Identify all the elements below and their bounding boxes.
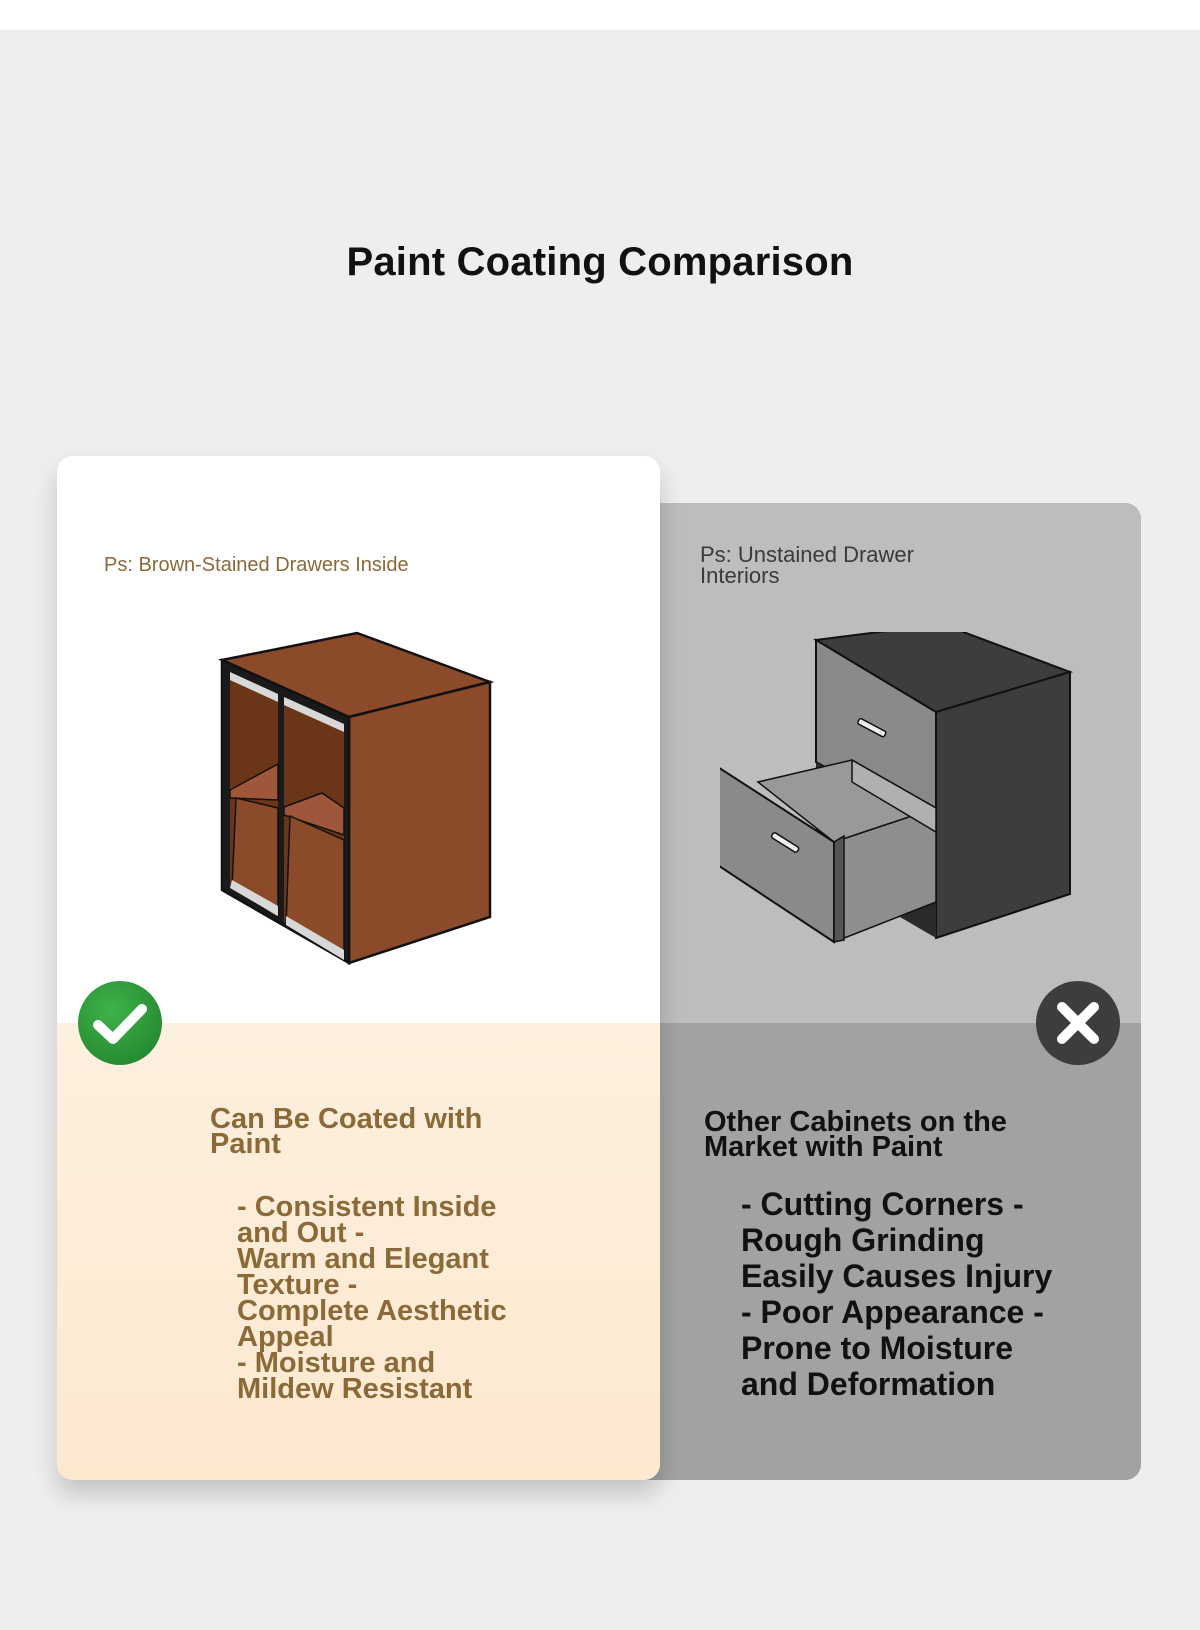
list-item: - Consistent Inside and Out - (237, 1191, 497, 1249)
list-item: - Poor Appearance - (741, 1294, 1044, 1330)
list-item: Easily Causes Injury (741, 1258, 1053, 1294)
list-item: Complete Aesthetic Appeal (237, 1295, 507, 1353)
list-item: - Cutting Corners - (741, 1186, 1024, 1222)
grey-cabinet-illustration (720, 632, 1080, 972)
left-points (237, 1191, 517, 1405)
right-heading: Other Cabinets on the Market with Paint (704, 1106, 1007, 1163)
list-item: Rough Grinding (741, 1222, 985, 1258)
right-points (741, 1186, 1071, 1402)
list-item: - Moisture and Mildew Resistant (237, 1347, 473, 1405)
left-caption: Ps: Brown-Stained Drawers Inside (104, 554, 409, 576)
top-strip (0, 0, 1200, 30)
cross-icon (1036, 981, 1120, 1065)
list-item: Prone to Moisture and Deformation (741, 1330, 1014, 1402)
brown-cabinet-illustration (210, 630, 500, 970)
list-item: Warm and Elegant Texture - (237, 1243, 489, 1301)
right-caption: Ps: Unstained Drawer Interiors (700, 542, 914, 588)
left-heading: Can Be Coated with Paint (210, 1103, 483, 1160)
check-icon (78, 981, 162, 1065)
page-title: Paint Coating Comparison (346, 240, 854, 284)
